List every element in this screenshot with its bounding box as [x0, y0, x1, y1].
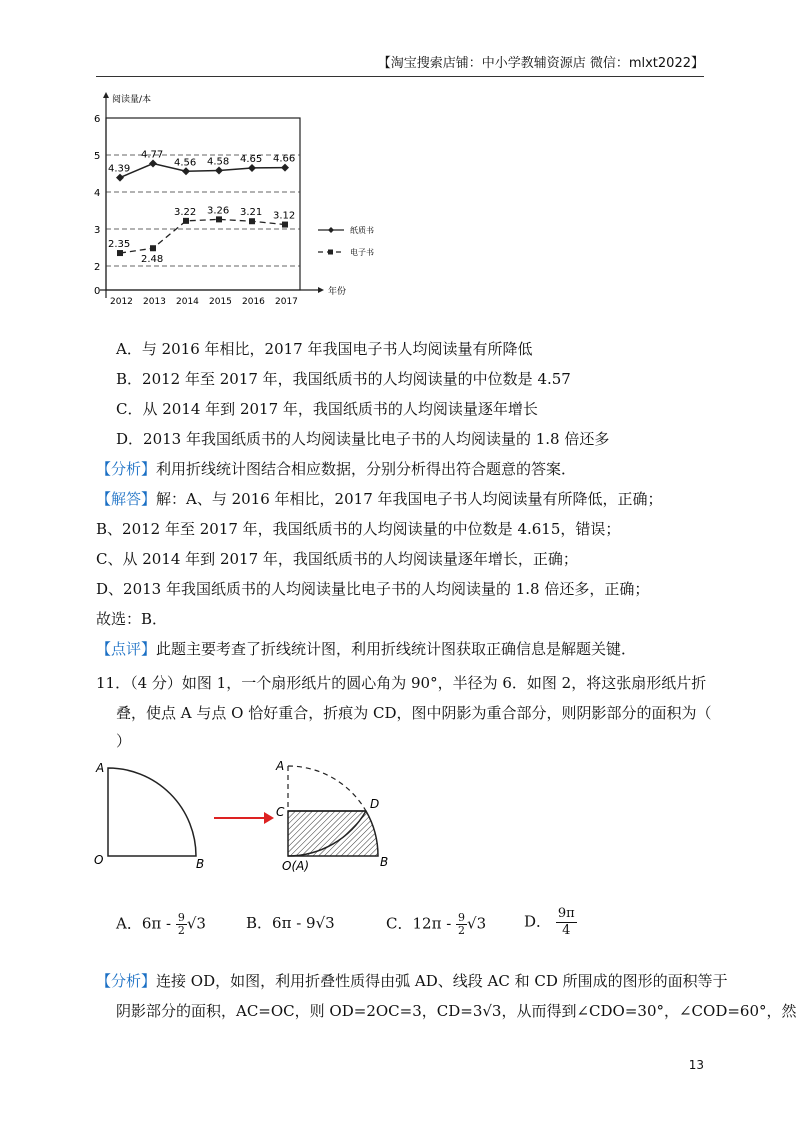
q11-option-c — [386, 912, 486, 937]
analysis-line-1: 连接 OD，如图，利用折叠性质得由弧 AD、线段 AC 和 CD 所围成的图形的面积等于 — [156, 972, 728, 990]
q10-option-d: D．2013 年我国纸质书的人均阅读量比电子书的人均阅读量的 1.8 倍还多 — [116, 430, 610, 448]
plot-frame — [106, 118, 300, 290]
analysis-tag: 【分析】 — [96, 460, 157, 478]
fig2-label-d: D — [370, 797, 380, 811]
ebook-data-label: 3.26 — [207, 205, 230, 217]
q10-option-c: C．从 2014 年到 2017 年，我国纸质书的人均阅读量逐年增长 — [116, 400, 538, 418]
q11-analysis — [96, 970, 728, 991]
y-axis-label: 阅读量/本 — [112, 95, 152, 105]
solution-line-1: 解：A、与 2016 年相比，2017 年我国电子书人均阅读量有所降低，正确； — [156, 490, 663, 508]
paper-point — [281, 164, 289, 172]
series-ebook-line — [120, 219, 285, 253]
x-tick-label: 2014 — [176, 297, 199, 307]
fig2-dashed-arc — [288, 766, 366, 811]
paper-data-label: 4.58 — [207, 156, 230, 168]
q11-option-b — [246, 912, 335, 933]
paper-data-label: 4.66 — [273, 153, 296, 165]
y-tick-label: 0 — [94, 286, 101, 297]
paper-data-label: 4.39 — [108, 163, 131, 175]
fig2-label-a: A — [276, 759, 285, 773]
q11-opt-a-text: A．6π - — [116, 914, 172, 933]
q10-comment — [96, 638, 636, 659]
x-axis-label: 年份 — [328, 287, 347, 297]
x-tick-label: 2017 — [275, 297, 298, 307]
q11-stem-1: 11．（4 分）如图 1，一个扇形纸片的圆心角为 90°，半径为 6．如图 2，将这张扇形纸片折 — [96, 674, 707, 692]
solution-tag: 【解答】 — [96, 490, 157, 508]
paper-point — [215, 167, 223, 175]
y-axis-arrow-icon — [103, 92, 109, 98]
sector-figures — [90, 756, 530, 876]
reading-chart — [88, 90, 428, 320]
y-tick-label: 5 — [94, 151, 101, 162]
fig1-label-b: B — [196, 857, 205, 871]
numerator: 9 — [177, 911, 185, 924]
q11-option-a — [116, 912, 206, 937]
x-tick-label: 2012 — [110, 297, 133, 307]
fig1-sector — [108, 768, 196, 856]
q10-analysis — [96, 458, 576, 479]
ebook-point — [117, 250, 123, 256]
fig2-label-c: C — [276, 805, 285, 819]
paper-data-label: 4.56 — [174, 157, 197, 169]
q11-opt-d-text: D． — [524, 912, 552, 931]
legend-ebook-marker — [328, 250, 333, 255]
denominator: 2 — [177, 924, 185, 937]
numerator: 9π — [557, 906, 575, 921]
solution-line-3: C、从 2014 年到 2017 年，我国纸质书的人均阅读量逐年增长，正确； — [96, 550, 578, 568]
paper-point — [149, 160, 157, 168]
sqrt3: √3 — [315, 914, 335, 932]
paper-data-label: 4.65 — [240, 153, 263, 165]
sqrt3: √3 — [467, 914, 487, 933]
series-paper-line — [120, 164, 285, 178]
analysis-line-2: 阴影部分的面积，AC=OC，则 OD=2OC=3，CD=3√3，从而得到∠CDO=30°，∠COD=60°，然 — [116, 1002, 797, 1020]
q11-stem-2: 叠，使点 A 与点 O 恰好重合，折痕为 CD，图中阴影为重合部分，则阴影部分的面积为（ — [116, 704, 712, 722]
y-tick-label: 2 — [94, 262, 101, 273]
q11-opt-b-text: B．6π - 9 — [246, 914, 316, 932]
analysis-tag: 【分析】 — [96, 972, 157, 990]
comment-tag: 【点评】 — [96, 640, 157, 658]
q10-option-a: A．与 2016 年相比，2017 年我国电子书人均阅读量有所降低 — [116, 340, 533, 358]
arrow-icon — [264, 812, 274, 824]
x-tick-label: 2015 — [209, 297, 232, 307]
ebook-point — [249, 218, 255, 224]
x-axis-arrow-icon — [318, 287, 324, 293]
fraction — [556, 906, 577, 939]
solution-line-2: B、2012 年至 2017 年，我国纸质书的人均阅读量的中位数是 4.615，错误； — [96, 520, 621, 538]
ebook-data-label: 2.35 — [108, 239, 131, 251]
ebook-point — [282, 222, 288, 228]
fraction — [176, 912, 187, 937]
numerator: 9 — [458, 911, 466, 924]
fraction — [456, 912, 467, 937]
paper-point — [248, 164, 256, 172]
ebook-data-label: 3.21 — [240, 207, 263, 219]
analysis-text: 利用折线统计图结合相应数据，分别分析得出符合题意的答案． — [156, 460, 577, 478]
paper-point — [182, 167, 190, 175]
page-header: 【淘宝搜索店铺：中小学教辅资源店 微信：mlxt2022】 — [96, 52, 704, 77]
denominator: 2 — [458, 924, 466, 937]
y-tick-label: 6 — [94, 114, 101, 125]
ebook-point — [183, 218, 189, 224]
sqrt3: √3 — [186, 914, 206, 933]
ebook-point — [150, 245, 156, 251]
q11-opt-c-text: C．12π - — [386, 914, 452, 933]
ebook-data-label: 2.48 — [141, 254, 164, 266]
ebook-data-label: 3.12 — [273, 210, 296, 222]
x-tick-label: 2016 — [242, 297, 265, 307]
fig1-label-o: O — [94, 853, 104, 867]
paper-point — [116, 174, 124, 182]
q11-option-d — [524, 906, 577, 939]
paper-data-label: 4.77 — [141, 149, 164, 161]
y-tick-label: 4 — [94, 188, 101, 199]
solution-line-4: D、2013 年我国纸质书的人均阅读量比电子书的人均阅读量的 1.8 倍还多，正确； — [96, 580, 650, 598]
page-number: 13 — [688, 1058, 704, 1072]
x-tick-label: 2013 — [143, 297, 166, 307]
legend-paper-marker — [328, 227, 334, 233]
q11-stem-3: ） — [116, 732, 132, 750]
legend-ebook-label: 电子书 — [350, 248, 374, 257]
ebook-data-label: 3.22 — [174, 206, 197, 218]
comment-text: 此题主要考查了折线统计图，利用折线统计图获取正确信息是解题关键． — [156, 640, 637, 658]
q10-solution — [96, 488, 663, 509]
solution-choice: 故选：B． — [96, 610, 168, 628]
fig2-label-oa: O(A) — [282, 859, 310, 873]
y-tick-label: 3 — [94, 225, 101, 236]
legend-paper-label: 纸质书 — [350, 226, 374, 235]
fig2-shaded-region — [288, 811, 378, 856]
q10-option-b: B．2012 年至 2017 年，我国纸质书的人均阅读量的中位数是 4.57 — [116, 370, 571, 388]
ebook-point — [216, 216, 222, 222]
fig2-label-b: B — [380, 855, 389, 869]
fig1-label-a: A — [96, 761, 105, 775]
denominator: 4 — [562, 923, 571, 938]
